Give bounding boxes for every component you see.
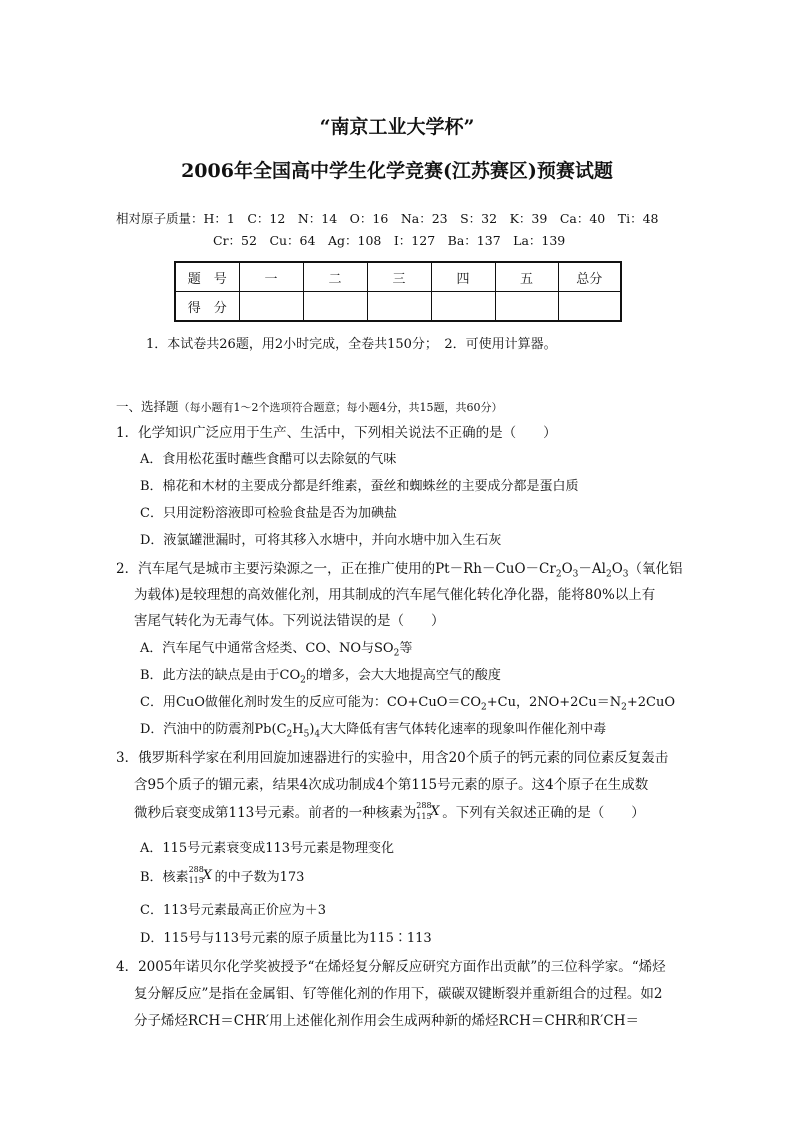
atomic-mass-line2: Cr：52 Cu：64 Ag：108 I：127 Ba：137 La：139: [213, 233, 566, 248]
exam-title-line2: 2006年全国高中学生化学竞赛(江苏赛区)预赛试题: [181, 160, 613, 182]
question-4-stem-line2: 复分解反应”是指在金属钼、钌等催化剂的作用下，碳碳双键断裂并重新组合的过程。如2: [134, 986, 663, 1002]
score-table-header-row: [175, 262, 621, 292]
question-3-option-d: D．115号与113号元素的原子质量比为115∶113: [140, 931, 432, 946]
score-cell-label: 得 分: [175, 292, 239, 322]
score-cell-header: 三: [367, 262, 431, 292]
score-cell-blank: [239, 292, 303, 322]
question-2-option-c: [140, 691, 675, 713]
atomic-number: 115: [188, 876, 204, 885]
score-cell-blank: [367, 292, 431, 322]
score-table-score-row: [175, 292, 621, 322]
atomic-mass-line1: 相对原子质量：H：1 C：12 N：14 O：16 Na：23 S：32 K：39 Ca：40 Ti：48: [116, 211, 659, 226]
question-1-option-b: B．棉花和木材的主要成分都是纤维素，蚕丝和蜘蛛丝的主要成分都是蛋白质: [140, 479, 579, 494]
score-cell-header: 五: [495, 262, 558, 292]
question-2-option-a: [140, 637, 412, 659]
text: O: [611, 561, 623, 577]
element-symbol: X: [430, 804, 440, 819]
question-2-option-d: [140, 718, 606, 740]
text: O: [561, 561, 573, 577]
section-title: 一、选择题: [116, 399, 179, 414]
text: B．此方法的缺点是由于CO: [140, 668, 301, 683]
score-cell-header: 二: [303, 262, 367, 292]
text: B．核素: [140, 870, 189, 885]
question-3-stem-line2: 含95个质子的镅元素，结果4次成功制成4个第115号元素的原子。这4个原子在生成数: [134, 777, 649, 793]
question-4-stem-line3: 分子烯烃RCH＝CHR′用上述催化剂作用会生成两种新的烯烃RCH＝CHR和R′CH＝: [134, 1013, 639, 1029]
score-cell-header: 四: [431, 262, 495, 292]
text: 的增多，会大大地提高空气的酸度: [305, 668, 501, 683]
question-3-option-a: A．115号元素衰变成113号元素是物理变化: [140, 841, 395, 856]
score-cell-header: 一: [239, 262, 303, 292]
element-symbol: X: [202, 868, 212, 883]
text: （氧化铝: [628, 561, 683, 577]
exam-instructions: 1．本试卷共26题，用2小时完成，全卷共150分； 2．可使用计算器。: [146, 337, 557, 352]
subscript: 2: [481, 702, 487, 713]
subscript: 2: [286, 729, 293, 740]
score-table: [174, 261, 622, 322]
question-1-option-c: C．只用淀粉溶液即可检验食盐是否为加碘盐: [140, 506, 397, 521]
text: H: [292, 722, 304, 737]
text: 大大降低有害气体转化速率的现象叫作催化剂中毒: [320, 722, 607, 737]
section-heading: [116, 397, 503, 415]
text: A．汽车尾气中通常含烃类、CO、NO与SO: [140, 641, 394, 656]
question-4-stem-line1: 4．2005年诺贝尔化学奖被授予“在烯烃复分解反应研究方面作出贡献”的三位科学家。“烯烃: [116, 959, 666, 975]
text: 的中子数为173: [214, 870, 305, 885]
atomic-number: 115: [416, 812, 432, 821]
score-cell-header: 总分: [558, 262, 621, 292]
subscript: 2: [393, 648, 400, 659]
text: 。下列有关叙述正确的是（ ）: [442, 805, 645, 821]
score-cell-label: 题 号: [175, 262, 239, 292]
score-cell-blank: [303, 292, 367, 322]
text: 微秒后衰变成第113号元素。前者的一种核素为: [134, 805, 417, 821]
mass-number: 288: [188, 865, 204, 874]
question-1-option-d: D．液氯罐泄漏时，可将其移入水塘中，并向水塘中加入生石灰: [140, 533, 502, 548]
subscript: 2: [605, 569, 612, 580]
subscript: 3: [572, 569, 579, 580]
question-3-option-c: C．113号元素最高正价应为＋3: [140, 903, 327, 918]
text: +2CuO: [626, 695, 675, 710]
subscript: 4: [314, 729, 321, 740]
nuclide-symbol: [189, 867, 215, 885]
question-3-stem-line3: [134, 801, 645, 821]
text: －Al: [578, 561, 606, 577]
text: ): [309, 722, 315, 737]
question-3-stem-line1: 3．俄罗斯科学家在利用回旋加速器进行的实验中，用含20个质子的钙元素的同位素反复轰击: [116, 750, 669, 766]
text: C．用CuO做催化剂时发生的反应可能为：CO+CuO＝CO: [140, 695, 482, 710]
subscript: 2: [621, 702, 627, 713]
subscript: 5: [303, 729, 310, 740]
question-1-stem: 1．化学知识广泛应用于生产、生活中，下列相关说法不正确的是（ ）: [116, 425, 557, 441]
score-cell-blank: [558, 292, 621, 322]
mass-number: 288: [416, 801, 432, 810]
question-2-stem-line1: [116, 557, 683, 580]
subscript: 2: [300, 675, 306, 686]
text: 2．汽车尾气是城市主要污染源之一，正在推广使用的Pt－Rh－CuO－Cr: [116, 561, 556, 577]
question-2-stem-line2: 为载体)是较理想的高效催化剂，用其制成的汽车尾气催化转化净化器，能将80%以上有: [134, 587, 656, 603]
nuclide-symbol: [416, 803, 442, 821]
score-cell-blank: [495, 292, 558, 322]
exam-title-line1: “南京工业大学杯”: [319, 116, 475, 138]
question-3-option-b: [140, 866, 304, 885]
question-2-option-b: [140, 664, 501, 686]
question-1-option-a: A．食用松花蛋时蘸些食醋可以去除氨的气味: [140, 452, 397, 467]
subscript: 3: [622, 569, 629, 580]
text: D．汽油中的防震剂Pb(C: [140, 722, 287, 737]
section-note: （每小题有1～2个选项符合题意；每小题4分，共15题，共60分）: [178, 401, 503, 414]
subscript: 2: [555, 569, 562, 580]
text: +Cu，2NO+2Cu＝N: [486, 695, 622, 710]
score-cell-blank: [431, 292, 495, 322]
text: 等: [399, 641, 413, 656]
question-2-stem-line3: 害尾气转化为无毒气体。下列说法错误的是（ ）: [134, 613, 445, 629]
